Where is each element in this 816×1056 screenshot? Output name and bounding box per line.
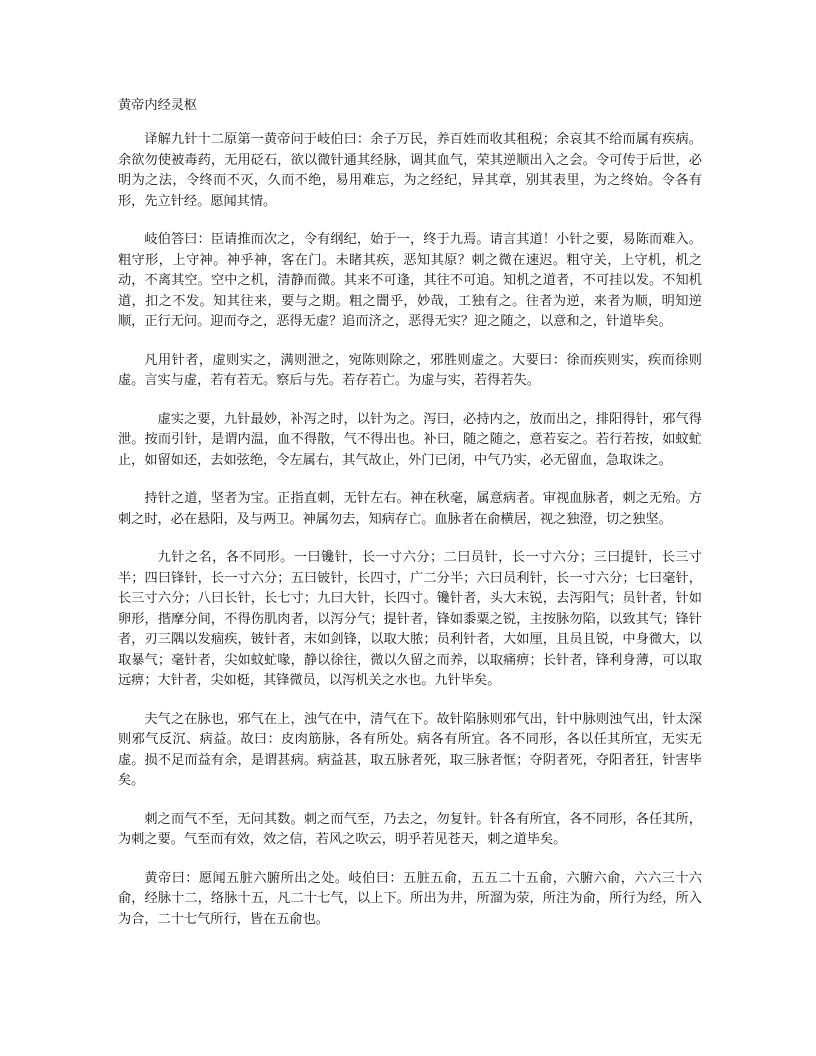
paragraph-7: 夫气之在脉也，邪气在上，浊气在中，清气在下。故针陷脉则邪气出，针中脉则浊气出，针太深则邪气反沉、病益。故曰：皮肉筋脉，各有所处。病各有所宜。各不同形，各以任其所宜，无实无虚。损不足而益有余，是谓甚病。病益甚，取五脉者死，取三脉者恇；夺阴者死，夺阳者狂，针害毕矣。 bbox=[118, 711, 702, 788]
paragraph-6: 九针之名，各不同形。一曰镵针，长一寸六分；二曰员针，长一寸六分；三曰提针，长三寸半；四曰锋针，长一寸六分；五曰铍针，长四寸，广二分半；六曰员利针，长一寸六分；七曰毫针，长三寸六分；八曰长针，长七寸；九曰大针，长四寸。镵针者，头大末锐，去泻阳气；员针者，针如卵形，揩摩分间，不得伤肌肉者，以泻分气；提针者，锋如黍粟之锐，主按脉勿陷，以致其气；锋针者，刃三隅以发痼疾，铍针者，末如剑锋，以取大脓；员利针者，大如厘，且员且锐，中身微大，以取暴气；毫针者，尖如蚊虻喙，静以徐往，微以久留之而养，以取痛痹；长针者，锋利身薄，可以取远痹；大针者，尖如梃，其锋微员，以泻机关之水也。九针毕矣。 bbox=[118, 550, 702, 688]
paragraph-1: 译解九针十二原第一黄帝问于岐伯曰：余子万民，养百姓而收其租税；余哀其不给而属有疾病。余欲勿使被毒药，无用砭石，欲以微针通其经脉，调其血气，荣其逆顺出入之会。令可传于后世，必明为之法，令终而不灭，久而不绝，易用难忘，为之经纪，异其章，别其表里，为之终始。令各有形，先立针经。愿闻其情。 bbox=[118, 132, 702, 209]
paragraph-2: 岐伯答曰：臣请推而次之，令有纲纪，始于一，终于九焉。请言其道！小针之要，易陈而难入。粗守形，上守神。神乎神，客在门。未睹其疾，恶知其原？刺之微在速迟。粗守关，上守机，机之动，不离其空。空中之机，清静而微。其来不可逢，其往不可追。知机之道者，不可挂以发。不知机道，扣之不发。知其往来，要与之期。粗之闇乎，妙哉，工独有之。往者为逆，来者为顺，明知逆顺，正行无问。迎而夺之，恶得无虚？追而济之，恶得无实？迎之随之，以意和之，针道毕矣。 bbox=[118, 232, 702, 329]
document-page bbox=[118, 96, 702, 948]
paragraph-8: 刺之而气不至，无问其数。刺之而气至，乃去之，勿复针。针各有所宜，各不同形，各任其所，为刺之要。气至而有效，效之信，若风之吹云，明乎若见苍天，刺之道毕矣。 bbox=[118, 811, 702, 847]
paragraph-3: 凡用针者，虚则实之，满则泄之，宛陈则除之，邪胜则虚之。大要曰：徐而疾则实，疾而徐则虚。言实与虚，若有若无。察后与先。若存若亡。为虚与实，若得若失。 bbox=[118, 352, 702, 388]
paragraph-4: 虚实之要，九针最妙，补泻之时，以针为之。泻曰，必持内之，放而出之，排阳得针，邪气得泄。按而引针，是谓内温，血不得散，气不得出也。补曰，随之随之，意若妄之。若行若按，如蚊虻止，如留如还，去如弦绝，令左属右，其气故止，外门已闭，中气乃实，必无留血，急取诛之。 bbox=[118, 411, 702, 468]
document-title: 黄帝内经灵枢 bbox=[118, 98, 198, 113]
paragraph-5: 持针之道，坚者为宝。正指直刺，无针左右。神在秋毫，属意病者。审视血脉者，刺之无殆。方刺之时，必在悬阳，及与两卫。神属勿去，知病存亡。血脉者在俞横居，视之独澄，切之独坚。 bbox=[118, 491, 702, 527]
paragraph-9: 黄帝曰：愿闻五脏六腑所出之处。岐伯曰：五脏五俞，五五二十五俞，六腑六俞，六六三十六俞，经脉十二，络脉十五，凡二十七气，以上下。所出为井，所溜为荥，所注为俞，所行为经，所入为合，二十七气所行，皆在五俞也。 bbox=[118, 870, 702, 927]
